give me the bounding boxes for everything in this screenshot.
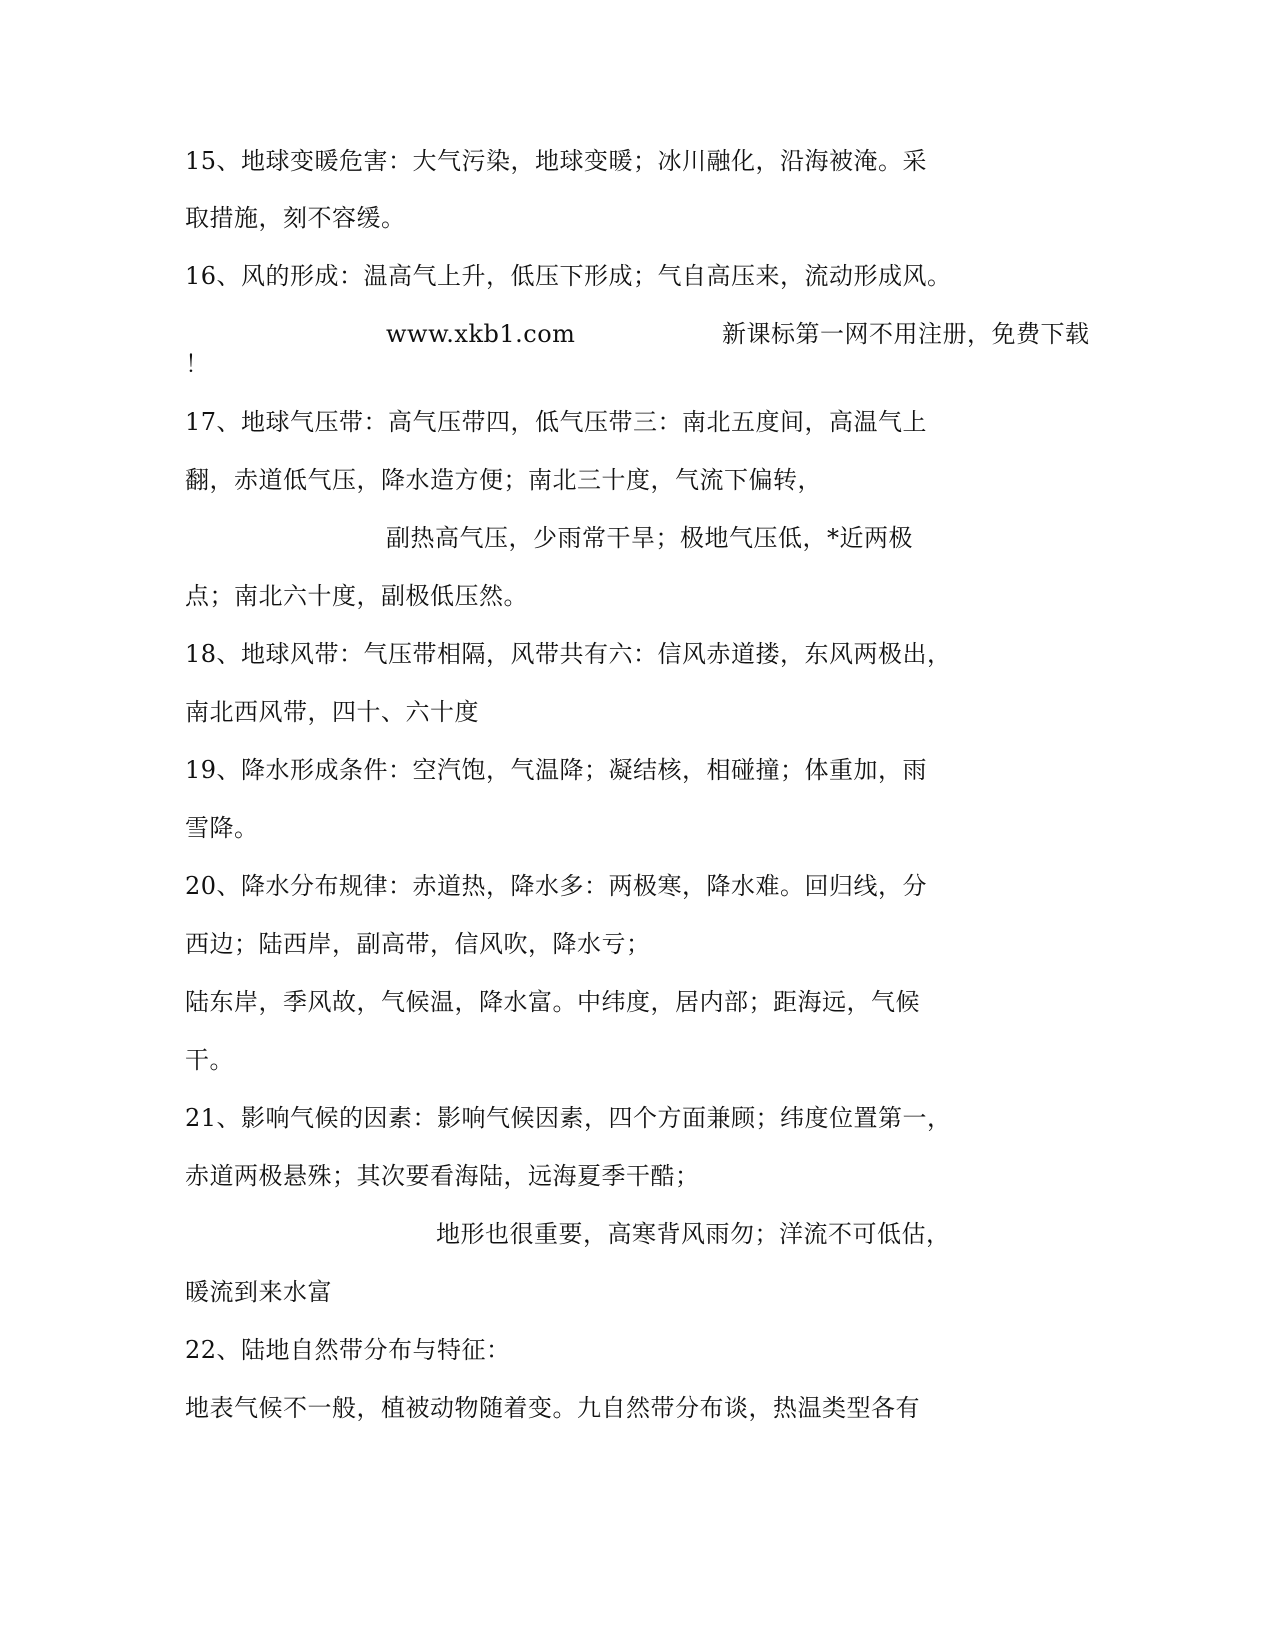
line-20-continued-3: 干。: [185, 1046, 234, 1074]
line-20-precipitation-distribution: 20、降水分布规律：赤道热，降水多：两极寒，降水难。回归线，分: [185, 872, 928, 900]
line-15-continued: 取措施，刻不容缓。: [185, 204, 406, 232]
line-15-global-warming: 15、地球变暖危害：大气污染，地球变暖；冰川融化，沿海被淹。采: [185, 147, 928, 175]
line-17-continued-1: 翻，赤道低气压，降水造方便；南北三十度，气流下偏转，: [185, 466, 822, 494]
line-17-continued-2: 副热高气压，少雨常干旱；极地气压低，*近两极: [386, 524, 913, 552]
line-21-continued-1: 赤道两极悬殊；其次要看海陆，远海夏季干酷；: [185, 1162, 700, 1190]
promo-text: 新课标第一网不用注册，免费下载: [722, 320, 1090, 348]
line-21-climate-factors: 21、影响气候的因素：影响气候因素，四个方面兼顾；纬度位置第一，: [185, 1104, 952, 1132]
line-19-precipitation-conditions: 19、降水形成条件：空汽饱，气温降；凝结核，相碰撞；体重加，雨: [185, 756, 928, 784]
line-21-continued-3: 暖流到来水富: [185, 1278, 332, 1306]
promo-exclamation: ！: [185, 350, 210, 378]
line-20-continued-1: 西边；陆西岸，副高带，信风吹，降水亏；: [185, 930, 651, 958]
line-18-continued: 南北西风带，四十、六十度: [185, 698, 479, 726]
line-16-wind-formation: 16、风的形成：温高气上升，低压下形成；气自高压来，流动形成风。: [185, 262, 952, 290]
line-22-natural-zones: 22、陆地自然带分布与特征：: [185, 1336, 511, 1364]
line-18-wind-belts: 18、地球风带：气压带相隔，风带共有六：信风赤道搂，东风两极出，: [185, 640, 952, 668]
line-22-continued: 地表气候不一般，植被动物随着变。九自然带分布谈，热温类型各有: [185, 1394, 920, 1422]
line-17-pressure-belts: 17、地球气压带：高气压带四，低气压带三：南北五度间，高温气上: [185, 408, 928, 436]
line-19-continued: 雪降。: [185, 814, 259, 842]
line-17-continued-3: 点；南北六十度，副极低压然。: [185, 582, 528, 610]
website-link[interactable]: www.xkb1.com: [386, 320, 576, 348]
line-20-continued-2: 陆东岸，季风故，气候温，降水富。中纬度，居内部；距海远，气候: [185, 988, 920, 1016]
line-21-continued-2: 地形也很重要，高寒背风雨勿；洋流不可低估，: [436, 1220, 951, 1248]
